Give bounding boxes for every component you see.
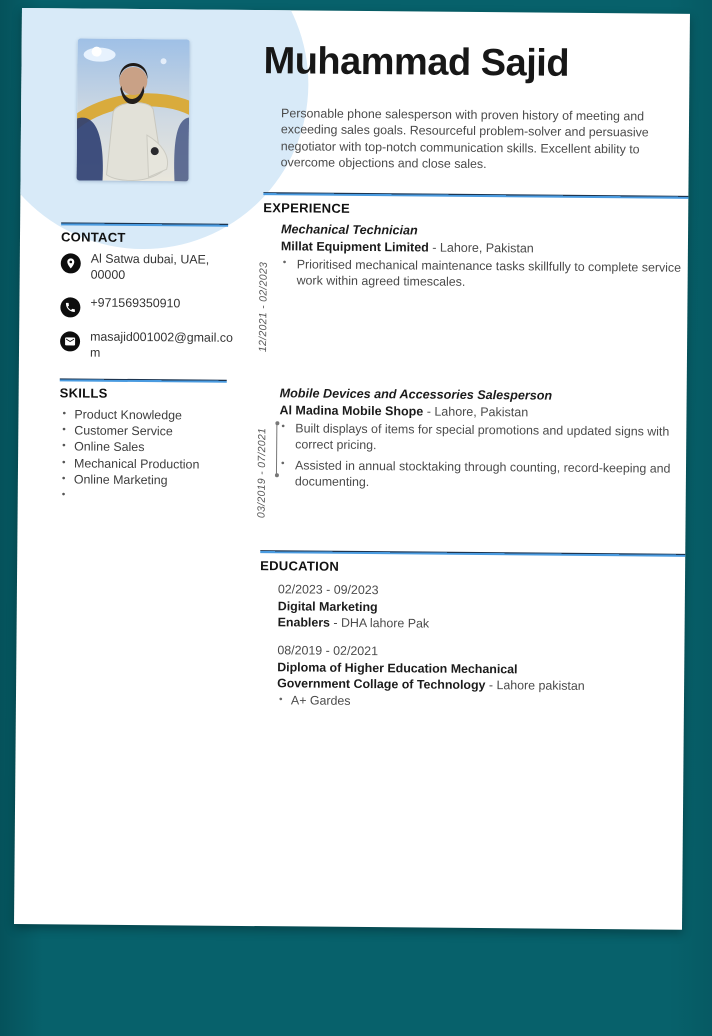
profile-photo-illustration bbox=[76, 38, 189, 181]
job-dates: 03/2019 - 07/2021 bbox=[255, 427, 269, 519]
education-entry bbox=[277, 642, 688, 712]
email-icon bbox=[60, 331, 80, 351]
contact-list bbox=[60, 251, 236, 374]
experience-heading: EXPERIENCE bbox=[263, 200, 351, 216]
job-bullet: • Prioritised mechanical maintenance tasks skillfully to complete service work within agreed timescales. bbox=[283, 256, 685, 292]
skill-item: • Online Sales bbox=[62, 439, 252, 457]
skill-item: • Product Knowledge bbox=[62, 406, 252, 424]
phone-icon bbox=[60, 297, 80, 317]
skill-item: • Customer Service bbox=[62, 423, 252, 441]
resume-page bbox=[14, 8, 690, 930]
education-location: - Lahore pakistan bbox=[485, 678, 585, 693]
education-dates: 08/2019 - 02/2021 bbox=[277, 643, 379, 659]
education-degree: Diploma of Higher Education Mechanical bbox=[277, 659, 518, 676]
contact-item-address bbox=[61, 251, 236, 284]
candidate-name: Muhammad Sajid bbox=[263, 40, 570, 85]
job-company: Al Madina Mobile Shope bbox=[279, 403, 424, 419]
job-company-line bbox=[279, 403, 528, 419]
education-section-rule bbox=[260, 550, 686, 557]
education-location: - DHA lahore Pak bbox=[329, 615, 430, 631]
job-location: - Lahore, Pakistan bbox=[428, 240, 534, 256]
education-school-line bbox=[278, 614, 688, 634]
skill-item: • Mechanical Production bbox=[62, 455, 252, 473]
experience-section-rule bbox=[263, 192, 689, 199]
job-bullet-list bbox=[283, 256, 685, 296]
skills-section-rule bbox=[60, 378, 227, 382]
job-bullet-list bbox=[281, 420, 684, 497]
contact-phone-text: +971569350910 bbox=[90, 295, 181, 311]
job-location: - Lahore, Pakistan bbox=[423, 404, 529, 420]
skills-list bbox=[62, 406, 253, 489]
job-company: Millat Equipment Limited bbox=[280, 239, 429, 255]
job-company-line bbox=[281, 239, 534, 255]
education-dates: 02/2023 - 09/2023 bbox=[277, 582, 379, 598]
contact-heading: CONTACT bbox=[60, 229, 126, 245]
education-heading: EDUCATION bbox=[260, 558, 340, 574]
job-title: Mobile Devices and Accessories Salesperson bbox=[279, 386, 553, 403]
skill-item: • Online Marketing bbox=[62, 471, 252, 489]
job-bullet: • Assisted in annual stocktaking through counting, record-keeping and documenting. bbox=[281, 457, 683, 493]
job-dates: 12/2021 - 02/2023 bbox=[257, 261, 270, 353]
location-pin-icon bbox=[61, 253, 81, 273]
profile-photo bbox=[76, 38, 189, 181]
timeline-marker bbox=[276, 423, 277, 475]
education-school: Enablers bbox=[277, 615, 331, 630]
contact-email-text: masajid001002@gmail.com bbox=[89, 329, 233, 360]
education-school: Government Collage of Technology bbox=[277, 676, 486, 693]
education-bullet: • A+ Gardes bbox=[277, 692, 687, 712]
contact-item-email bbox=[60, 329, 235, 362]
education-entry bbox=[278, 581, 688, 634]
education-degree: Digital Marketing bbox=[277, 598, 378, 614]
job-bullet: • Built displays of items for special promotions and updated signs with correct pricing. bbox=[281, 420, 683, 456]
skills-heading: SKILLS bbox=[59, 385, 108, 401]
contact-item-phone bbox=[60, 295, 235, 319]
profile-summary: Personable phone salesperson with proven history of meeting and exceeding sales goals. Resourceful problem-solver and persuasive negotiator with top-notch communication skills. Excellent ability to overcome objections and close sales. bbox=[280, 106, 649, 171]
contact-address-text: Al Satwa dubai, UAE, 00000 bbox=[90, 251, 210, 282]
job-title: Mechanical Technician bbox=[281, 222, 418, 238]
